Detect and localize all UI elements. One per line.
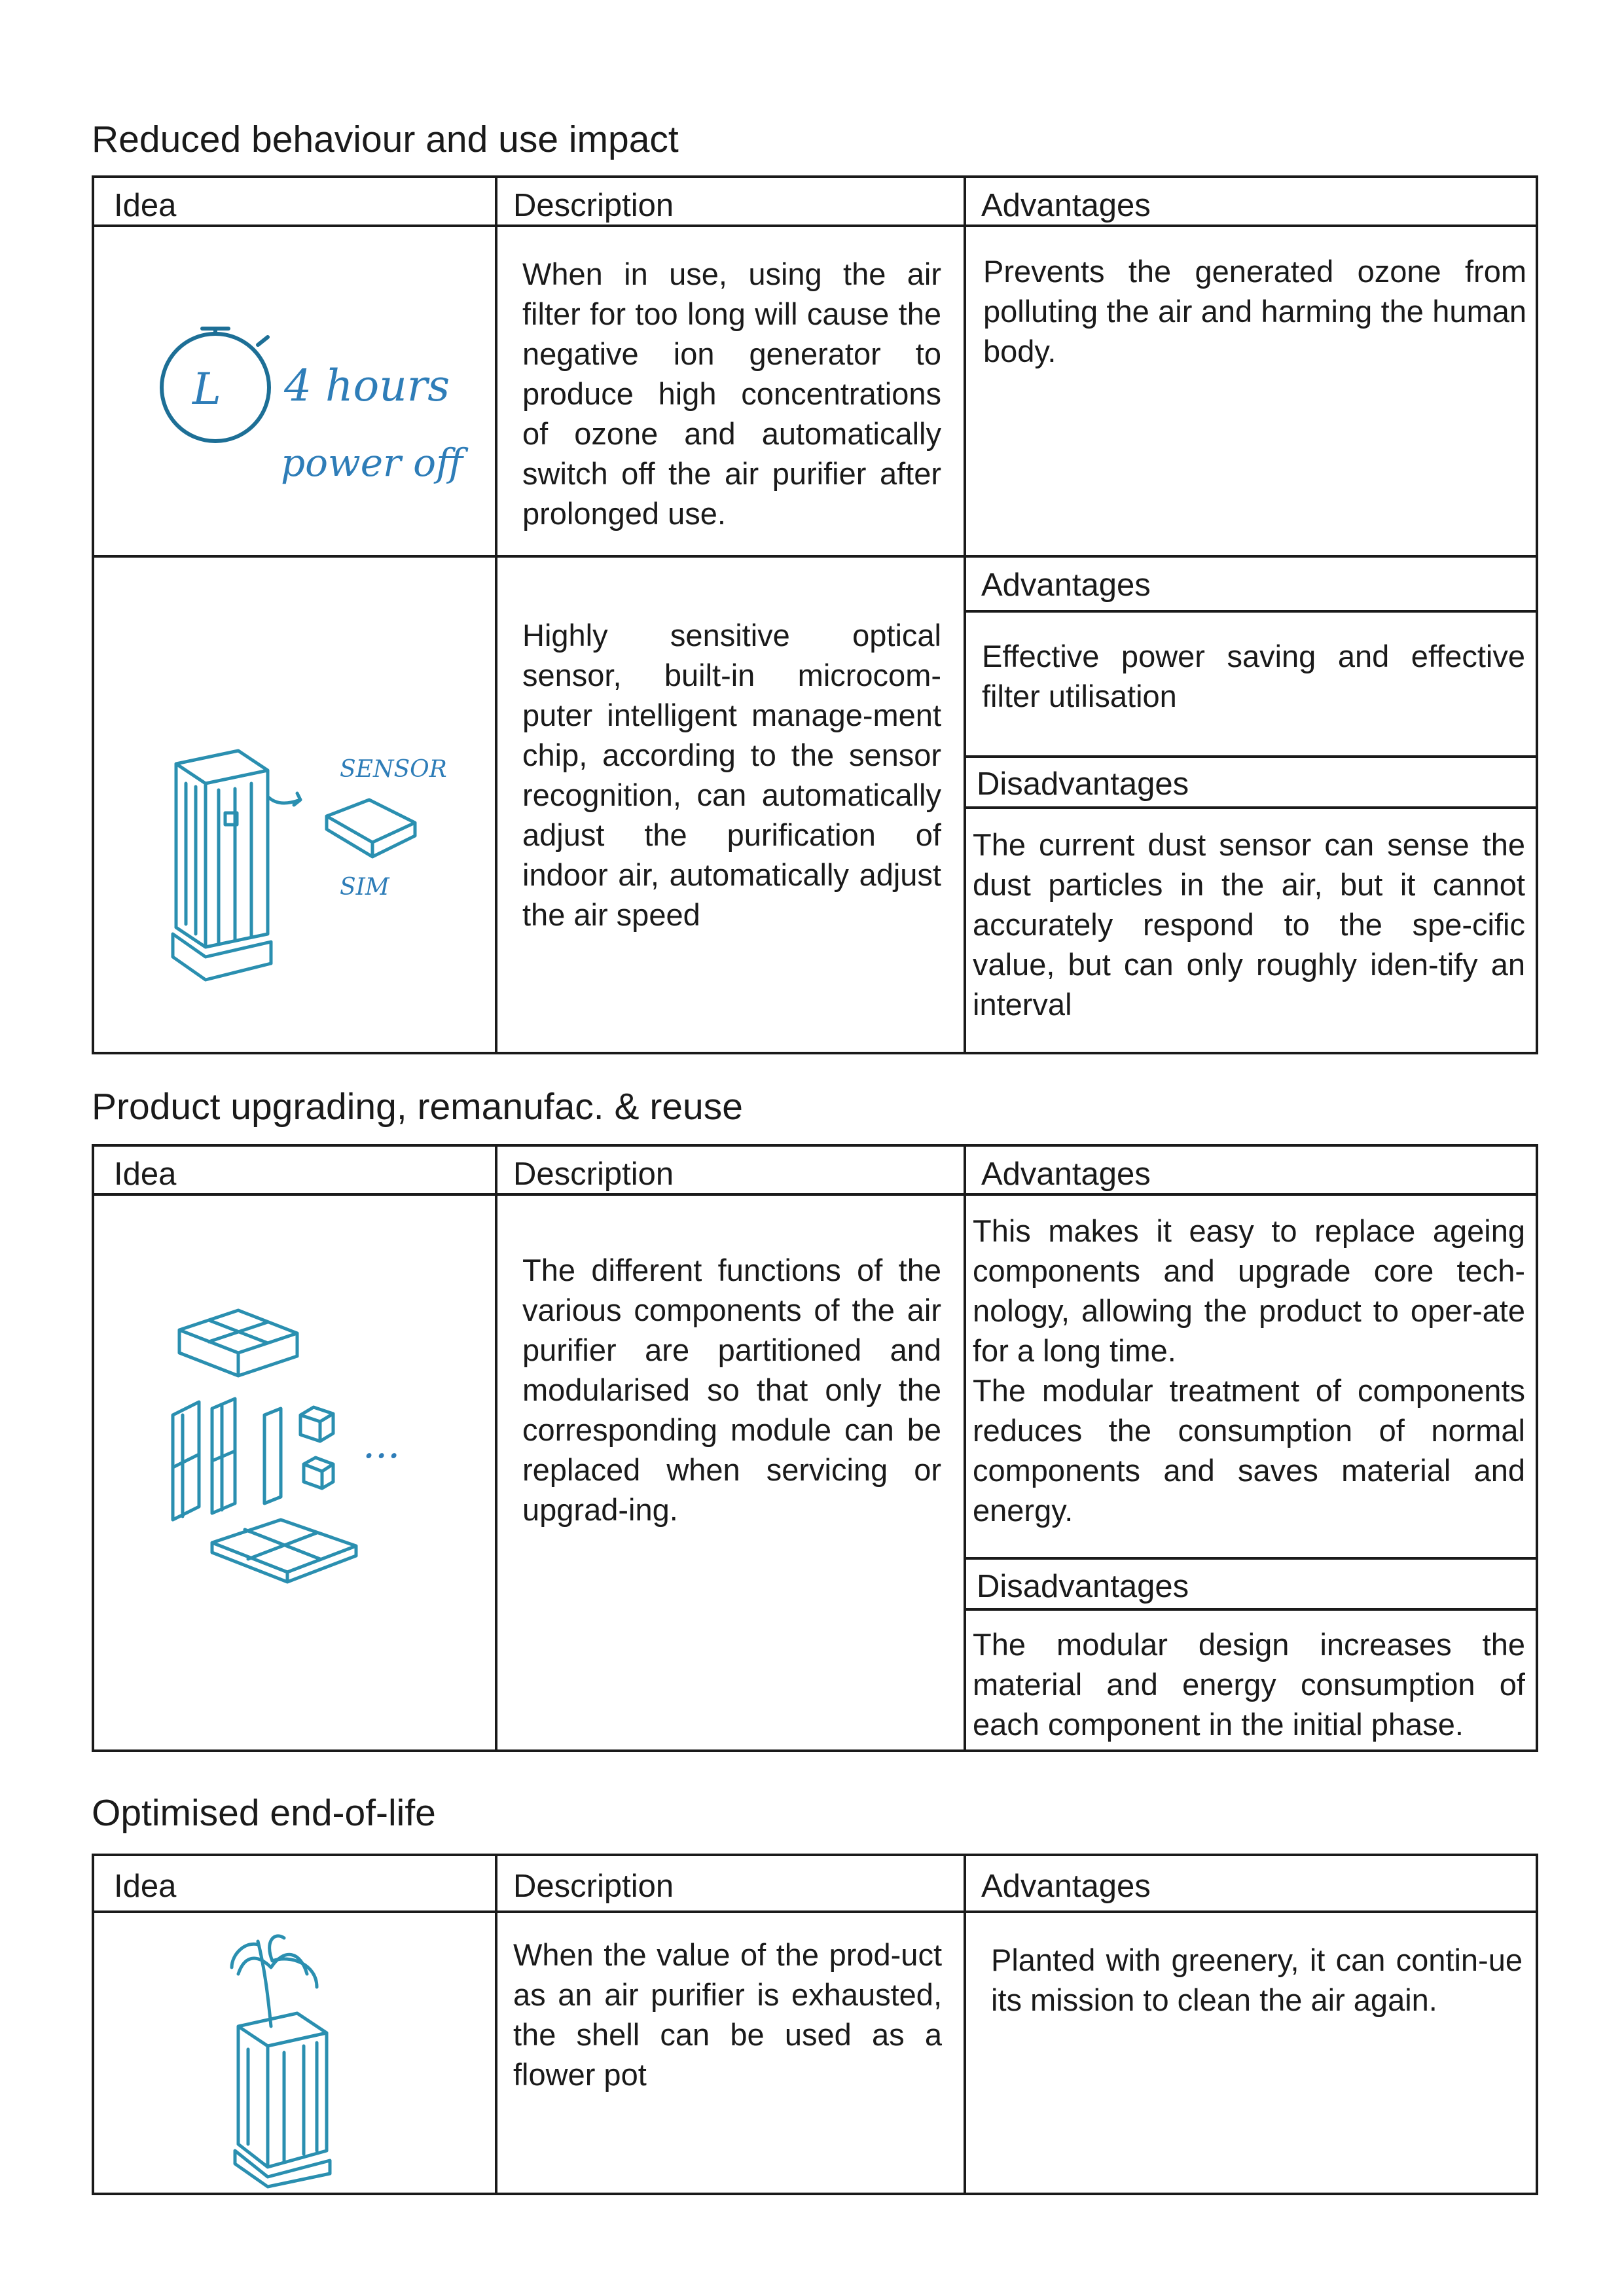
- header-description: Description: [513, 188, 674, 223]
- table-upgrading: [92, 1144, 1538, 1752]
- column-divider: [964, 1856, 966, 2193]
- cell-divider: [964, 610, 1536, 613]
- modular-components-sketch: [173, 1304, 461, 1585]
- section-title-end-of-life: Optimised end-of-life: [92, 1792, 436, 1834]
- disadvantages-cell: The modular design increases the material and energy consumption of each component in the initial phase.: [973, 1627, 1525, 1742]
- column-divider: [964, 1147, 966, 1749]
- section-title-upgrading: Product upgrading, remanufac. & reuse: [92, 1086, 743, 1128]
- header-idea: Idea: [114, 188, 177, 223]
- sim-label: SIM: [340, 874, 389, 901]
- disadvantages-label: Disadvantages: [977, 766, 1189, 802]
- description-cell: The different functions of the various components of the air purifier are partitioned and modularised so that only the corresponding module can be replaced when servicing or upgrad-ing.: [522, 1253, 941, 1527]
- ellipsis-label: ...: [363, 1422, 401, 1467]
- cell-divider: [964, 1608, 1536, 1611]
- advantages-cell: This makes it easy to replace ageing components and upgrade core tech-nology, allowing the product to oper-ate for a long time. The modular treatment of components reduces the consumption of normal components and saves material and energy.: [973, 1213, 1525, 1528]
- section-title-use-impact: Reduced behaviour and use impact: [92, 118, 679, 160]
- table-end-of-life: [92, 1854, 1538, 2195]
- header-divider: [94, 224, 1536, 227]
- description-cell: When in use, using the air filter for too long will cause the negative ion generator to produce high concentrations of ozone and automatically switch off the air purifier after prolonged use.: [522, 257, 941, 531]
- row-divider: [94, 555, 1536, 558]
- disadvantages-label: Disadvantages: [977, 1569, 1189, 1604]
- sensor-label: SENSOR: [340, 756, 447, 783]
- advantages-label: Advantages: [981, 567, 1151, 603]
- hours-label: 4 hours: [284, 361, 450, 411]
- sensor-module: [327, 800, 415, 857]
- header-advantages: Advantages: [981, 188, 1151, 223]
- header-idea: Idea: [114, 1157, 177, 1192]
- cell-divider: [964, 806, 1536, 809]
- advantages-cell: Prevents the generated ozone from polluting the air and harming the human body.: [983, 254, 1526, 368]
- column-divider: [964, 178, 966, 1052]
- description-cell: When the value of the prod-uct as an air purifier is exhausted, the shell can be used as a flower pot: [513, 1937, 942, 2092]
- table-use-impact: [92, 175, 1538, 1054]
- header-divider: [94, 1910, 1536, 1913]
- description-cell: Highly sensitive optical sensor, built-in microcom-puter intelligent manage-ment chip, according to the sensor recognition, can automatically adjust the purification of indoor air, automatically adjust the air speed: [522, 618, 941, 932]
- header-advantages: Advantages: [981, 1869, 1151, 1904]
- purifier-body: [176, 751, 268, 947]
- plant-leaves: [232, 1936, 317, 2026]
- flower-pot-sketch: [219, 1928, 389, 2190]
- header-divider: [94, 1193, 1536, 1196]
- column-divider: [495, 1147, 497, 1749]
- header-description: Description: [513, 1157, 674, 1192]
- cell-divider: [964, 1557, 1536, 1560]
- cell-divider: [964, 755, 1536, 758]
- sensor-sketch: [166, 738, 447, 993]
- column-divider: [495, 178, 497, 1052]
- column-divider: [495, 1856, 497, 2193]
- advantages-cell: Effective power saving and effective filter utilisation: [982, 639, 1525, 713]
- header-idea: Idea: [114, 1869, 177, 1904]
- header-description: Description: [513, 1869, 674, 1904]
- header-advantages: Advantages: [981, 1157, 1151, 1192]
- power-off-label: power off: [281, 440, 463, 485]
- disadvantages-cell: The current dust sensor can sense the dust particles in the air, but it cannot accurately respond to the spe-cific value, but can only roughly iden-tify an interval: [973, 827, 1525, 1022]
- timer-sketch: [140, 319, 463, 509]
- advantages-cell: Planted with greenery, it can contin-ue its mission to clean the air again.: [991, 1943, 1523, 2017]
- clock-letter: L: [192, 364, 221, 414]
